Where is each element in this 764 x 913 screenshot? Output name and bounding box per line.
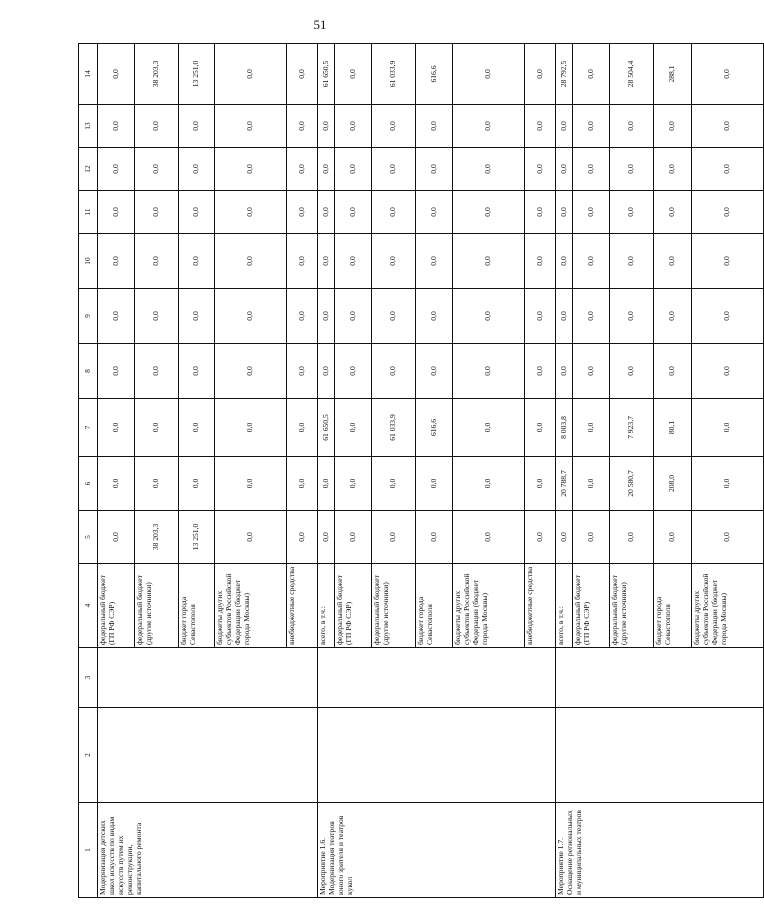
value-cell: 0,0 xyxy=(416,457,453,511)
value-cell: 0,0 xyxy=(372,148,416,191)
value-cell: 0,0 xyxy=(525,511,556,564)
value-cell: 0,0 xyxy=(179,289,215,344)
value-cell: 0,0 xyxy=(215,344,287,399)
table-row xyxy=(318,44,335,898)
value-cell: 0,0 xyxy=(135,289,179,344)
value-cell: 0,0 xyxy=(525,289,556,344)
executor-cell xyxy=(556,708,764,803)
value-cell: 0,0 xyxy=(135,457,179,511)
column-number-cell: 1 xyxy=(79,803,98,898)
value-cell: 0,0 xyxy=(372,511,416,564)
value-cell: 0,0 xyxy=(556,105,573,148)
value-cell: 0,0 xyxy=(416,511,453,564)
value-cell: 0,0 xyxy=(179,457,215,511)
funding-source-cell: федеральный бюджет (ГП РФ СЭР) xyxy=(335,564,372,648)
value-cell: 0,0 xyxy=(692,148,764,191)
value-cell: 0,0 xyxy=(179,148,215,191)
period-cell xyxy=(556,648,764,708)
value-cell: 0,0 xyxy=(318,289,335,344)
value-cell: 0,0 xyxy=(98,289,135,344)
value-cell: 0,0 xyxy=(416,344,453,399)
table-area xyxy=(78,44,732,898)
value-cell: 0,0 xyxy=(215,191,287,234)
value-cell: 0,0 xyxy=(335,148,372,191)
value-cell: 0,0 xyxy=(654,344,692,399)
column-number-cell: 3 xyxy=(79,648,98,708)
value-cell: 0,0 xyxy=(573,105,610,148)
value-cell: 0,0 xyxy=(453,44,525,105)
rotated-table-wrapper xyxy=(78,44,732,898)
value-cell: 0,0 xyxy=(179,105,215,148)
value-cell: 0,0 xyxy=(654,148,692,191)
value-cell: 0,0 xyxy=(573,511,610,564)
value-cell: 0,0 xyxy=(453,511,525,564)
value-cell: 0,0 xyxy=(654,511,692,564)
value-cell: 0,0 xyxy=(453,399,525,457)
value-cell: 0,0 xyxy=(135,105,179,148)
period-cell xyxy=(98,648,318,708)
value-cell: 0,0 xyxy=(335,105,372,148)
value-cell: 0,0 xyxy=(692,191,764,234)
value-cell: 0,0 xyxy=(416,191,453,234)
executor-cell xyxy=(318,708,556,803)
value-cell: 0,0 xyxy=(610,105,654,148)
value-cell: 0,0 xyxy=(692,457,764,511)
value-cell: 0,0 xyxy=(654,191,692,234)
event-name-cell: Модернизация детских школ искусств по видам искусств путем их реконструкции, капитального ремонта xyxy=(98,803,318,898)
value-cell: 0,0 xyxy=(287,344,318,399)
value-cell: 0,0 xyxy=(335,44,372,105)
value-cell: 0,0 xyxy=(287,234,318,289)
value-cell: 0,0 xyxy=(525,191,556,234)
value-cell: 28 504,4 xyxy=(610,44,654,105)
value-cell: 0,0 xyxy=(215,44,287,105)
value-cell: 0,0 xyxy=(135,234,179,289)
value-cell: 38 203,3 xyxy=(135,44,179,105)
column-number-cell: 12 xyxy=(79,148,98,191)
value-cell: 0,0 xyxy=(692,105,764,148)
value-cell: 0,0 xyxy=(318,344,335,399)
value-cell: 0,0 xyxy=(215,511,287,564)
funding-source-cell: всего, в т.ч.: xyxy=(556,564,573,648)
value-cell: 0,0 xyxy=(416,105,453,148)
value-cell: 61 033,9 xyxy=(372,399,416,457)
table-row xyxy=(98,44,135,898)
value-cell: 0,0 xyxy=(372,234,416,289)
value-cell: 0,0 xyxy=(453,148,525,191)
value-cell: 0,0 xyxy=(372,289,416,344)
value-cell: 0,0 xyxy=(573,44,610,105)
value-cell: 0,0 xyxy=(287,457,318,511)
column-number-cell: 6 xyxy=(79,457,98,511)
column-number-cell: 10 xyxy=(79,234,98,289)
value-cell: 0,0 xyxy=(335,234,372,289)
value-cell: 0,0 xyxy=(525,399,556,457)
funding-source-cell: внебюджетные средства xyxy=(287,564,318,648)
value-cell: 7 923,7 xyxy=(610,399,654,457)
value-cell: 0,0 xyxy=(573,399,610,457)
funding-source-cell: бюджеты других субъектов Российской Федерации (бюджет города Москвы) xyxy=(215,564,287,648)
value-cell: 13 251,0 xyxy=(179,44,215,105)
value-cell: 0,0 xyxy=(692,399,764,457)
period-cell xyxy=(318,648,556,708)
value-cell: 0,0 xyxy=(98,148,135,191)
value-cell: 208,0 xyxy=(654,457,692,511)
funding-source-cell: федеральный бюджет (другие источники) xyxy=(610,564,654,648)
value-cell: 20 788,7 xyxy=(556,457,573,511)
value-cell: 0,0 xyxy=(318,105,335,148)
value-cell: 0,0 xyxy=(179,399,215,457)
value-cell: 0,0 xyxy=(98,191,135,234)
value-cell: 0,0 xyxy=(215,399,287,457)
value-cell: 0,0 xyxy=(287,289,318,344)
value-cell: 0,0 xyxy=(525,344,556,399)
value-cell: 0,0 xyxy=(573,234,610,289)
value-cell: 0,0 xyxy=(556,191,573,234)
value-cell: 0,0 xyxy=(556,289,573,344)
value-cell: 0,0 xyxy=(556,511,573,564)
value-cell: 61 650,5 xyxy=(318,399,335,457)
value-cell: 288,1 xyxy=(654,44,692,105)
funding-source-cell: федеральный бюджет (ГП РФ СЭР) xyxy=(98,564,135,648)
funding-source-cell: федеральный бюджет (другие источники) xyxy=(135,564,179,648)
value-cell: 0,0 xyxy=(556,148,573,191)
value-cell: 0,0 xyxy=(525,234,556,289)
value-cell: 0,0 xyxy=(692,344,764,399)
value-cell: 20 580,7 xyxy=(610,457,654,511)
value-cell: 0,0 xyxy=(692,44,764,105)
value-cell: 0,0 xyxy=(215,289,287,344)
value-cell: 0,0 xyxy=(525,105,556,148)
column-number-cell: 8 xyxy=(79,344,98,399)
value-cell: 0,0 xyxy=(215,148,287,191)
value-cell: 0,0 xyxy=(135,399,179,457)
value-cell: 0,0 xyxy=(287,191,318,234)
funding-source-cell: федеральный бюджет (ГП РФ СЭР) xyxy=(573,564,610,648)
value-cell: 0,0 xyxy=(98,457,135,511)
value-cell: 0,0 xyxy=(179,191,215,234)
table-row xyxy=(556,44,573,898)
value-cell: 0,0 xyxy=(215,457,287,511)
column-number-cell: 11 xyxy=(79,191,98,234)
value-cell: 616,6 xyxy=(416,399,453,457)
value-cell: 0,0 xyxy=(453,234,525,289)
value-cell: 0,0 xyxy=(98,44,135,105)
value-cell: 0,0 xyxy=(98,105,135,148)
value-cell: 0,0 xyxy=(372,344,416,399)
value-cell: 8 003,8 xyxy=(556,399,573,457)
value-cell: 0,0 xyxy=(610,191,654,234)
value-cell: 61 650,5 xyxy=(318,44,335,105)
value-cell: 0,0 xyxy=(287,44,318,105)
value-cell: 0,0 xyxy=(335,191,372,234)
value-cell: 0,0 xyxy=(335,457,372,511)
value-cell: 0,0 xyxy=(453,191,525,234)
value-cell: 0,0 xyxy=(135,344,179,399)
funding-source-cell: внебюджетные средства xyxy=(525,564,556,648)
value-cell: 0,0 xyxy=(98,234,135,289)
value-cell: 0,0 xyxy=(135,191,179,234)
value-cell: 0,0 xyxy=(573,289,610,344)
budget-table xyxy=(78,43,764,898)
value-cell: 0,0 xyxy=(335,511,372,564)
executor-cell xyxy=(98,708,318,803)
value-cell: 0,0 xyxy=(335,344,372,399)
value-cell: 0,0 xyxy=(525,148,556,191)
funding-source-cell: бюджет города Севастополя xyxy=(654,564,692,648)
value-cell: 0,0 xyxy=(372,105,416,148)
value-cell: 0,0 xyxy=(416,289,453,344)
value-cell: 0,0 xyxy=(135,148,179,191)
funding-source-cell: всего, в т.ч.: xyxy=(318,564,335,648)
column-number-cell: 7 xyxy=(79,399,98,457)
value-cell: 0,0 xyxy=(372,191,416,234)
value-cell: 0,0 xyxy=(692,511,764,564)
value-cell: 0,0 xyxy=(318,234,335,289)
value-cell: 0,0 xyxy=(416,234,453,289)
value-cell: 0,0 xyxy=(287,148,318,191)
column-number-row xyxy=(79,44,98,898)
value-cell: 0,0 xyxy=(610,234,654,289)
value-cell: 0,0 xyxy=(692,289,764,344)
value-cell: 0,0 xyxy=(179,234,215,289)
value-cell: 0,0 xyxy=(179,344,215,399)
value-cell: 0,0 xyxy=(215,105,287,148)
value-cell: 0,0 xyxy=(556,344,573,399)
value-cell: 0,0 xyxy=(573,344,610,399)
value-cell: 0,0 xyxy=(318,191,335,234)
value-cell: 0,0 xyxy=(287,399,318,457)
value-cell: 0,0 xyxy=(610,289,654,344)
value-cell: 0,0 xyxy=(453,344,525,399)
column-number-cell: 5 xyxy=(79,511,98,564)
value-cell: 0,0 xyxy=(335,289,372,344)
value-cell: 28 792,5 xyxy=(556,44,573,105)
value-cell: 0,0 xyxy=(610,148,654,191)
value-cell: 0,0 xyxy=(318,511,335,564)
column-number-cell: 13 xyxy=(79,105,98,148)
value-cell: 0,0 xyxy=(287,105,318,148)
funding-source-cell: бюджеты других субъектов Российской Федерации (бюджет города Москвы) xyxy=(692,564,764,648)
value-cell: 0,0 xyxy=(654,105,692,148)
event-name-cell: Мероприятие 1.7. Оснащение региональных и муниципальных театров xyxy=(556,803,764,898)
event-name-cell: Мероприятие 1.6. Модернизация театров юного зрителя и театров кукол xyxy=(318,803,556,898)
value-cell: 38 203,3 xyxy=(135,511,179,564)
value-cell: 0,0 xyxy=(215,234,287,289)
value-cell: 0,0 xyxy=(98,399,135,457)
value-cell: 0,0 xyxy=(318,148,335,191)
column-number-cell: 2 xyxy=(79,708,98,803)
value-cell: 0,0 xyxy=(610,344,654,399)
value-cell: 0,0 xyxy=(416,148,453,191)
value-cell: 0,0 xyxy=(318,457,335,511)
value-cell: 80,1 xyxy=(654,399,692,457)
value-cell: 0,0 xyxy=(654,234,692,289)
value-cell: 0,0 xyxy=(453,289,525,344)
value-cell: 0,0 xyxy=(453,105,525,148)
funding-source-cell: бюджеты других субъектов Российской Федерации (бюджет города Москвы) xyxy=(453,564,525,648)
value-cell: 61 033,9 xyxy=(372,44,416,105)
column-number-cell: 14 xyxy=(79,44,98,105)
value-cell: 0,0 xyxy=(453,457,525,511)
column-number-cell: 9 xyxy=(79,289,98,344)
value-cell: 0,0 xyxy=(372,457,416,511)
value-cell: 0,0 xyxy=(525,44,556,105)
value-cell: 0,0 xyxy=(573,457,610,511)
value-cell: 0,0 xyxy=(610,511,654,564)
value-cell: 0,0 xyxy=(692,234,764,289)
funding-source-cell: федеральный бюджет (другие источники) xyxy=(372,564,416,648)
value-cell: 0,0 xyxy=(335,399,372,457)
funding-source-cell: бюджет города Севастополя xyxy=(179,564,215,648)
value-cell: 0,0 xyxy=(573,148,610,191)
funding-source-cell: бюджет города Севастополя xyxy=(416,564,453,648)
value-cell: 0,0 xyxy=(287,511,318,564)
column-number-cell: 4 xyxy=(79,564,98,648)
value-cell: 0,0 xyxy=(98,344,135,399)
value-cell: 0,0 xyxy=(556,234,573,289)
value-cell: 13 251,0 xyxy=(179,511,215,564)
value-cell: 0,0 xyxy=(654,289,692,344)
page-number: 51 xyxy=(313,17,327,32)
value-cell: 616,6 xyxy=(416,44,453,105)
value-cell: 0,0 xyxy=(525,457,556,511)
value-cell: 0,0 xyxy=(573,191,610,234)
value-cell: 0,0 xyxy=(98,511,135,564)
